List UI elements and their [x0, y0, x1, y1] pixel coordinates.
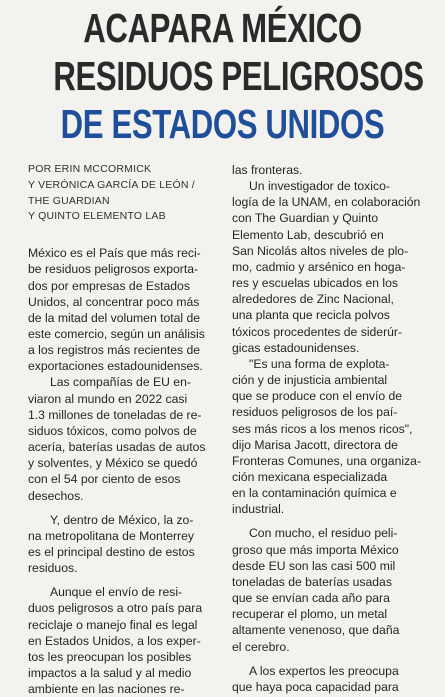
text-line: Fronteras Comunes, una organiza- [232, 453, 422, 468]
paragraph [232, 162, 428, 178]
text-line: Aunque el envío de resi- [50, 585, 183, 600]
text-line: na metropolitana de Monterrey [28, 528, 194, 543]
text-line: be residuos peligrosos exporta- [28, 262, 199, 277]
text-line: Las compañías de EU en- [50, 375, 191, 390]
text-line: residuos. [28, 561, 78, 576]
byline-line: THE GUARDIAN [28, 194, 110, 207]
text-line: con The Guardian y Quinto [232, 211, 379, 226]
text-line: acería, baterías usadas de autos [28, 440, 206, 455]
byline [28, 162, 228, 225]
paragraph [28, 584, 228, 697]
text-line: tos les preocupan los posibles [28, 649, 192, 664]
text-line: 1.3 millones de toneladas de re- [28, 407, 202, 422]
article-column-left [28, 162, 228, 697]
text-line: dos por empresas de Estados [28, 278, 190, 293]
text-line: "Es una forma de explota- [249, 356, 390, 371]
text-line: siduos tóxicos, como polvos de [28, 423, 197, 438]
text-line: gicas estadounidenses. [232, 340, 360, 355]
paragraph [28, 512, 228, 577]
text-line: el cerebro. [232, 639, 290, 654]
paragraph [232, 663, 428, 695]
text-line: Unidos, al concentrar poco más [28, 294, 200, 309]
text-line: viaron al mundo en 2022 casi [28, 391, 188, 406]
text-line: industrial. [232, 502, 285, 517]
text-line: recuperar el plomo, un metal [232, 607, 388, 622]
text-line: exportaciones estadounidenses. [28, 359, 203, 374]
text-line: es el principal destino de estos [28, 545, 195, 559]
text-line: con el 54 por ciento de esos [28, 472, 181, 487]
text-line: Un investigador de toxico- [249, 179, 390, 194]
byline-line: Y VERÓNICA GARCÍA DE LEÓN / [28, 178, 195, 191]
byline-line: POR ERIN MCCORMICK [28, 163, 152, 175]
text-line: este comercio, según un análisis [28, 326, 205, 341]
text-line: Y, dentro de México, la zo- [50, 512, 194, 527]
text-line: altamente venenoso, que daña [232, 623, 400, 638]
text-line: ambiente en las naciones re- [28, 682, 185, 697]
paragraph [28, 374, 228, 503]
text-line: groso que más importa México [232, 542, 399, 557]
text-line: de la mitad del volumen total de [28, 310, 201, 325]
text-line: México es el País que más reci- [28, 246, 201, 261]
text-line: ción mexicana especializada [232, 469, 388, 484]
paragraph [232, 356, 428, 518]
text-line: mo, cadmio y arsénico en hoga- [232, 259, 406, 274]
paragraph [28, 245, 228, 374]
headline-line-1: ACAPARA MÉXICO [83, 5, 362, 51]
text-line: que se produce con el envío de [232, 389, 403, 404]
text-line: las fronteras. [232, 163, 303, 177]
text-line: desechos. [28, 488, 84, 503]
text-line: desde EU son las casi 500 mil [232, 558, 396, 573]
text-line: a los registros más recientes de [28, 343, 201, 358]
text-line: que se envían cada año para [232, 591, 390, 606]
text-line: Elemento Lab, descubrió en [232, 227, 384, 242]
text-line: res y escuelas ubicados en los [232, 276, 398, 291]
text-line: reciclaje o manejo final es legal [28, 617, 198, 632]
text-line: A los expertos les preocupa [249, 663, 399, 678]
text-line: ción y de injusticia ambiental [232, 373, 388, 388]
text-line: impactos a la salud y al medio [28, 666, 192, 681]
text-line: tóxicos procedentes de siderúr- [232, 324, 403, 339]
byline-line: Y QUINTO ELEMENTO LAB [28, 210, 166, 223]
text-line: que haya poca capacidad para [232, 679, 399, 694]
text-line: alrededores de Zinc Nacional, [232, 292, 394, 307]
text-line: en la contaminación química e [232, 486, 397, 501]
text-line: ses más ricos a los menos ricos", [232, 421, 413, 436]
headline-line-3: DE ESTADOS UNIDOS [60, 101, 385, 147]
text-line: logía de la UNAM, en colaboración [232, 195, 421, 210]
paragraph [232, 525, 428, 654]
text-line: San Nicolás altos niveles de plo- [232, 243, 409, 258]
paragraph [232, 178, 428, 356]
text-line: y solventes, y México se quedó [28, 456, 198, 471]
text-line: dijo Marisa Jacott, directora de [232, 437, 398, 452]
text-line: duos peligrosos a otro país para [28, 601, 203, 616]
text-line: una planta que recicla polvos [232, 308, 390, 323]
text-line: en Estados Unidos, a los exper- [28, 633, 201, 648]
headline [0, 4, 445, 148]
article-column-right [232, 162, 428, 695]
text-line: Con mucho, el residuo peli- [249, 526, 398, 541]
headline-line-2: RESIDUOS PELIGROSOS [53, 53, 424, 99]
text-line: toneladas de baterías usadas [232, 574, 392, 589]
text-line: residuos peligrosos de los paí- [232, 405, 398, 420]
